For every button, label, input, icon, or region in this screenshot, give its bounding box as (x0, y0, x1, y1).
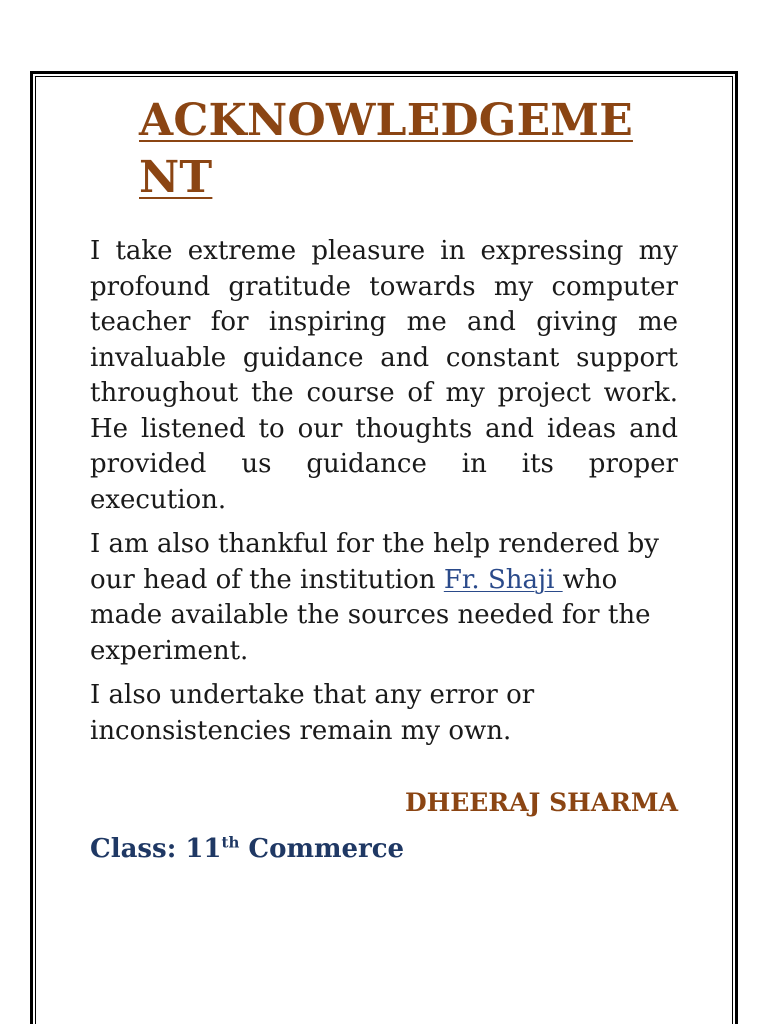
page-title: ACKNOWLEDGEMENT (139, 95, 633, 203)
paragraph-thanks-after: who made available the sources needed for the experiment. (90, 564, 651, 666)
signature-name: DHEERAJ SHARMA (404, 788, 678, 817)
class-info (90, 832, 678, 866)
class-prefix: Class: 11 (90, 834, 222, 864)
head-of-institution-link[interactable]: Fr. Shaji (443, 564, 563, 595)
paragraph-thanks-before: I am also thankful for the help rendered by our head of the institution (90, 529, 659, 595)
class-suffix: Commerce (239, 834, 405, 864)
paragraph-thanks (90, 527, 678, 669)
paragraph-undertaking: I also undertake that any error or inconsistencies remain my own. (90, 680, 535, 746)
class-superscript: th (221, 833, 240, 852)
paragraph-gratitude: I take extreme pleasure in expressing my profound gratitude towards my computer teacher for inspiring me and giving me invaluable guidance and constant support throughout the course of my project work. He listened to our thoughts and ideas and provided us guidance in its proper execution. (90, 236, 678, 515)
document-content (90, 92, 678, 866)
